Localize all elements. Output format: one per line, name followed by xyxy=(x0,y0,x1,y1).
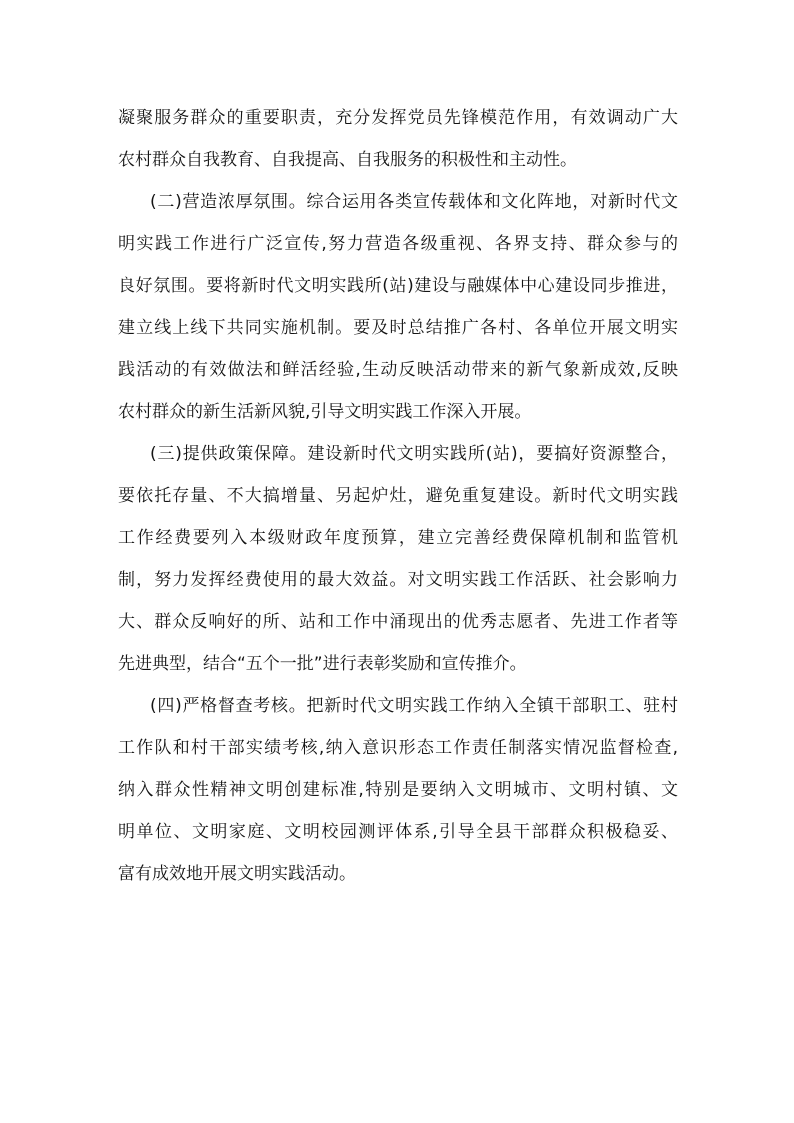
text-line: 工作经费要列入本级财政年度预算，建立完善经费保障机制和监管机 xyxy=(118,528,678,548)
paragraph-start-line: (二)营造浓厚氛围。综合运用各类宣传载体和文化阵地，对新时代文 xyxy=(150,192,678,212)
text-line: 良好氛围。要将新时代文明实践所(站)建设与融媒体中心建设同步推进， xyxy=(118,276,678,296)
text-line: 富有成效地开展文明实践活动。 xyxy=(118,864,356,884)
text-line: 农村群众自我教育、自我提高、自我服务的积极性和主动性。 xyxy=(118,150,577,170)
text-line: 制，努力发挥经费使用的最大效益。对文明实践工作活跃、社会影响力 xyxy=(118,570,678,590)
text-line: 要依托存量、不大搞增量、另起炉灶，避免重复建设。新时代文明实践 xyxy=(118,486,678,506)
paragraph-start-line: (四)严格督查考核。把新时代文明实践工作纳入全镇干部职工、驻村 xyxy=(150,696,678,716)
text-line: 先进典型，结合“五个一批”进行表彰奖励和宣传推介。 xyxy=(118,654,527,674)
text-line: 明实践工作进行广泛宣传,努力营造各级重视、各界支持、群众参与的 xyxy=(118,234,678,254)
paragraph-start-line: (三)提供政策保障。建设新时代文明实践所(站)，要搞好资源整合， xyxy=(150,444,678,464)
text-line: 践活动的有效做法和鲜活经验,生动反映活动带来的新气象新成效,反映 xyxy=(118,360,678,380)
text-line: 建立线上线下共同实施机制。要及时总结推广各村、各单位开展文明实 xyxy=(118,318,678,338)
text-line: 农村群众的新生活新风貌,引导文明实践工作深入开展。 xyxy=(118,402,532,422)
text-line: 凝聚服务群众的重要职责，充分发挥党员先锋模范作用，有效调动广大 xyxy=(118,108,678,128)
text-line: 大、群众反响好的所、站和工作中涌现出的优秀志愿者、先进工作者等 xyxy=(118,612,678,632)
text-line: 纳入群众性精神文明创建标准,特别是要纳入文明城市、文明村镇、文 xyxy=(118,780,678,800)
text-line: 明单位、文明家庭、文明校园测评体系,引导全县干部群众积极稳妥、 xyxy=(118,822,678,842)
text-line: 工作队和村干部实绩考核,纳入意识形态工作责任制落实情况监督检查, xyxy=(118,738,678,758)
